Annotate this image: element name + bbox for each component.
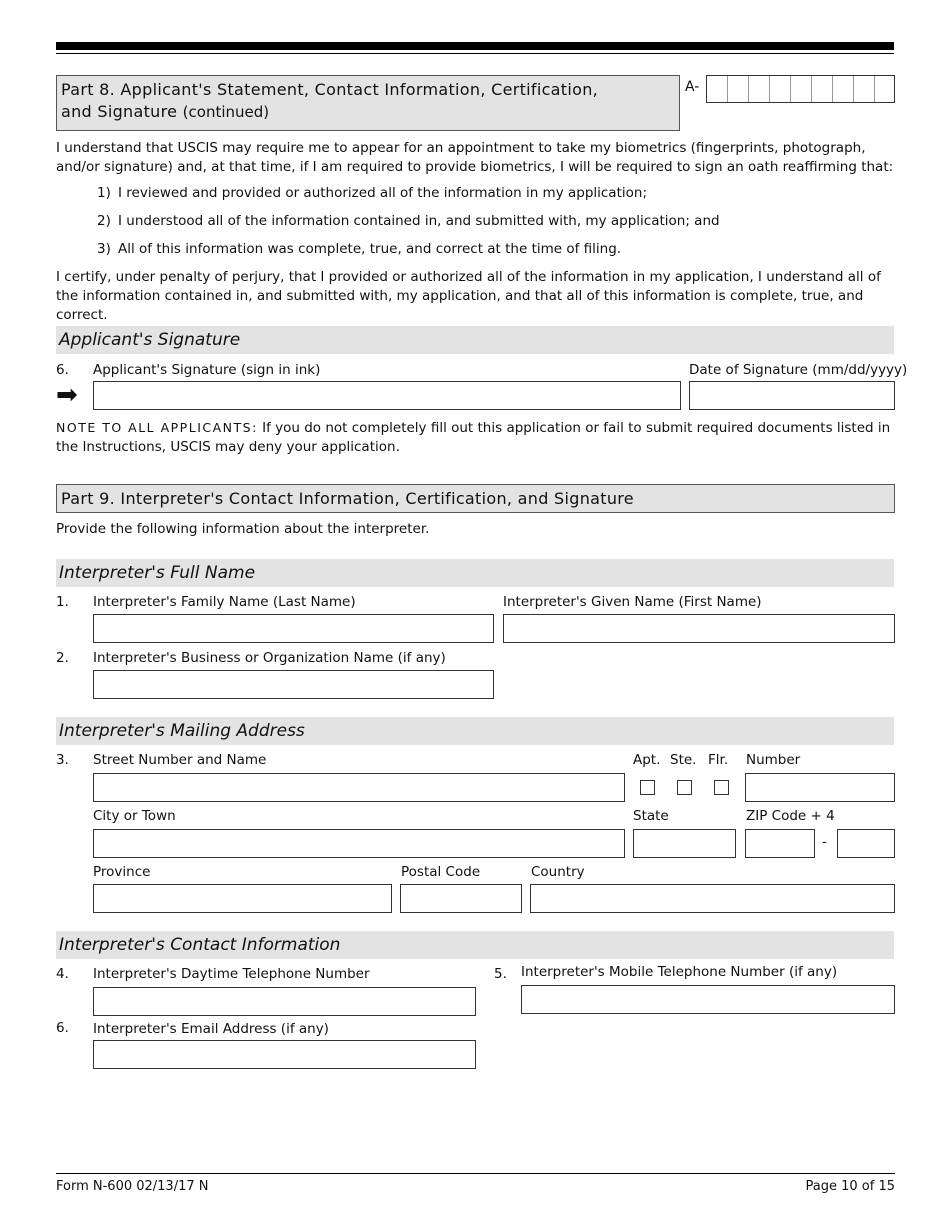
mobile-phone-label: Interpreter's Mobile Telephone Number (if any) — [521, 964, 838, 980]
contact-info-section-title: Interpreter's Contact Information — [56, 931, 894, 959]
zip-code-field[interactable] — [745, 829, 815, 858]
item-number-6: 6. — [56, 362, 69, 378]
given-name-label: Interpreter's Given Name (First Name) — [503, 594, 762, 610]
apt-checkbox[interactable] — [640, 780, 655, 795]
mobile-phone-field[interactable] — [521, 985, 895, 1014]
zip-plus4-field[interactable] — [837, 829, 895, 858]
flr-checkbox[interactable] — [714, 780, 729, 795]
province-label: Province — [93, 864, 151, 880]
statement-item-text: All of this information was complete, true, and correct at the time of filing. — [118, 241, 622, 257]
part9-intro: Provide the following information about the interpreter. — [56, 521, 430, 537]
statement-item-number: 2) — [97, 213, 111, 229]
a-number-label: A- — [685, 79, 700, 95]
item-number-5: 5. — [494, 966, 507, 982]
statement-item-number: 3) — [97, 241, 111, 257]
a-number-divider — [748, 76, 749, 102]
flr-label: Flr. — [708, 752, 729, 768]
a-number-divider — [769, 76, 770, 102]
a-number-divider — [853, 76, 854, 102]
footer-rule — [56, 1173, 895, 1174]
note-heading: NOTE TO ALL APPLICANTS: — [56, 420, 258, 435]
applicant-signature-field[interactable] — [93, 381, 681, 410]
item-number-2: 2. — [56, 650, 69, 666]
business-name-field[interactable] — [93, 670, 494, 699]
family-name-label: Interpreter's Family Name (Last Name) — [93, 594, 356, 610]
state-field[interactable] — [633, 829, 736, 858]
daytime-phone-label: Interpreter's Daytime Telephone Number — [93, 966, 370, 982]
statement-item-text: I understood all of the information contained in, and submitted with, my application; and — [118, 213, 720, 229]
item-number-6b: 6. — [56, 1020, 69, 1036]
zip-label: ZIP Code + 4 — [746, 808, 835, 824]
street-field[interactable] — [93, 773, 625, 802]
part8-continued: (continued) — [182, 103, 270, 121]
statement-item-number: 1) — [97, 185, 111, 201]
signature-date-field[interactable] — [689, 381, 895, 410]
full-name-section-title: Interpreter's Full Name — [56, 559, 894, 587]
a-number-divider — [811, 76, 812, 102]
a-number-divider — [874, 76, 875, 102]
part8-title-line1: Part 8. Applicant's Statement, Contact Information, Certification, — [61, 80, 599, 99]
email-label: Interpreter's Email Address (if any) — [93, 1021, 329, 1037]
apt-label: Apt. — [633, 752, 661, 768]
footer-form-id: Form N-600 02/13/17 N — [56, 1179, 209, 1194]
top-thin-rule — [56, 53, 894, 54]
a-number-divider — [832, 76, 833, 102]
statement-item-text: I reviewed and provided or authorized all of the information in my application; — [118, 185, 647, 201]
item-number-4: 4. — [56, 966, 69, 982]
postal-code-label: Postal Code — [401, 864, 481, 880]
item-number-3: 3. — [56, 752, 69, 768]
country-label: Country — [531, 864, 585, 880]
item-number-1: 1. — [56, 594, 69, 610]
applicant-signature-section-title: Applicant's Signature — [56, 326, 894, 354]
state-label: State — [633, 808, 669, 824]
ste-checkbox[interactable] — [677, 780, 692, 795]
province-field[interactable] — [93, 884, 392, 913]
zip-dash: - — [822, 834, 827, 850]
email-field[interactable] — [93, 1040, 476, 1069]
ste-label: Ste. — [670, 752, 697, 768]
daytime-phone-field[interactable] — [93, 987, 476, 1016]
top-thick-rule — [56, 42, 894, 50]
biometrics-intro: I understand that USCIS may require me to appear for an appointment to take my biometrics (fingerprints, photograph, and/or signature) and, at that time, if I am required to provide biometrics, I will be required to sign an oath reaffirming that: — [56, 140, 894, 175]
a-number-divider — [727, 76, 728, 102]
part8-header — [56, 75, 680, 131]
postal-code-field[interactable] — [400, 884, 522, 913]
mailing-address-section-title: Interpreter's Mailing Address — [56, 717, 894, 745]
business-name-label: Interpreter's Business or Organization Name (if any) — [93, 650, 446, 666]
footer-page-number: Page 10 of 15 — [805, 1179, 895, 1194]
city-label: City or Town — [93, 808, 176, 824]
unit-number-label: Number — [746, 752, 801, 768]
unit-number-field[interactable] — [745, 773, 895, 802]
part8-title-line2: and Signature — [61, 102, 178, 121]
country-field[interactable] — [530, 884, 895, 913]
a-number-field[interactable] — [706, 75, 895, 103]
part9-header: Part 9. Interpreter's Contact Information, Certification, and Signature — [56, 484, 895, 513]
note-to-applicants — [56, 418, 894, 457]
street-label: Street Number and Name — [93, 752, 267, 768]
perjury-certification: I certify, under penalty of perjury, that I provided or authorized all of the information in my application, I understand all of the information contained in, and submitted with, my application, and that all of this information is complete, true, and correct. — [56, 269, 881, 323]
family-name-field[interactable] — [93, 614, 494, 643]
signature-date-label: Date of Signature (mm/dd/yyyy) — [689, 362, 908, 378]
arrow-right-icon: ➡ — [56, 380, 78, 410]
given-name-field[interactable] — [503, 614, 895, 643]
a-number-divider — [790, 76, 791, 102]
note-text: If you do not completely fill out this application or fail to submit required documents listed in the Instructions, USCIS may deny your application. — [56, 420, 891, 455]
applicant-signature-label: Applicant's Signature (sign in ink) — [93, 362, 321, 378]
city-field[interactable] — [93, 829, 625, 858]
